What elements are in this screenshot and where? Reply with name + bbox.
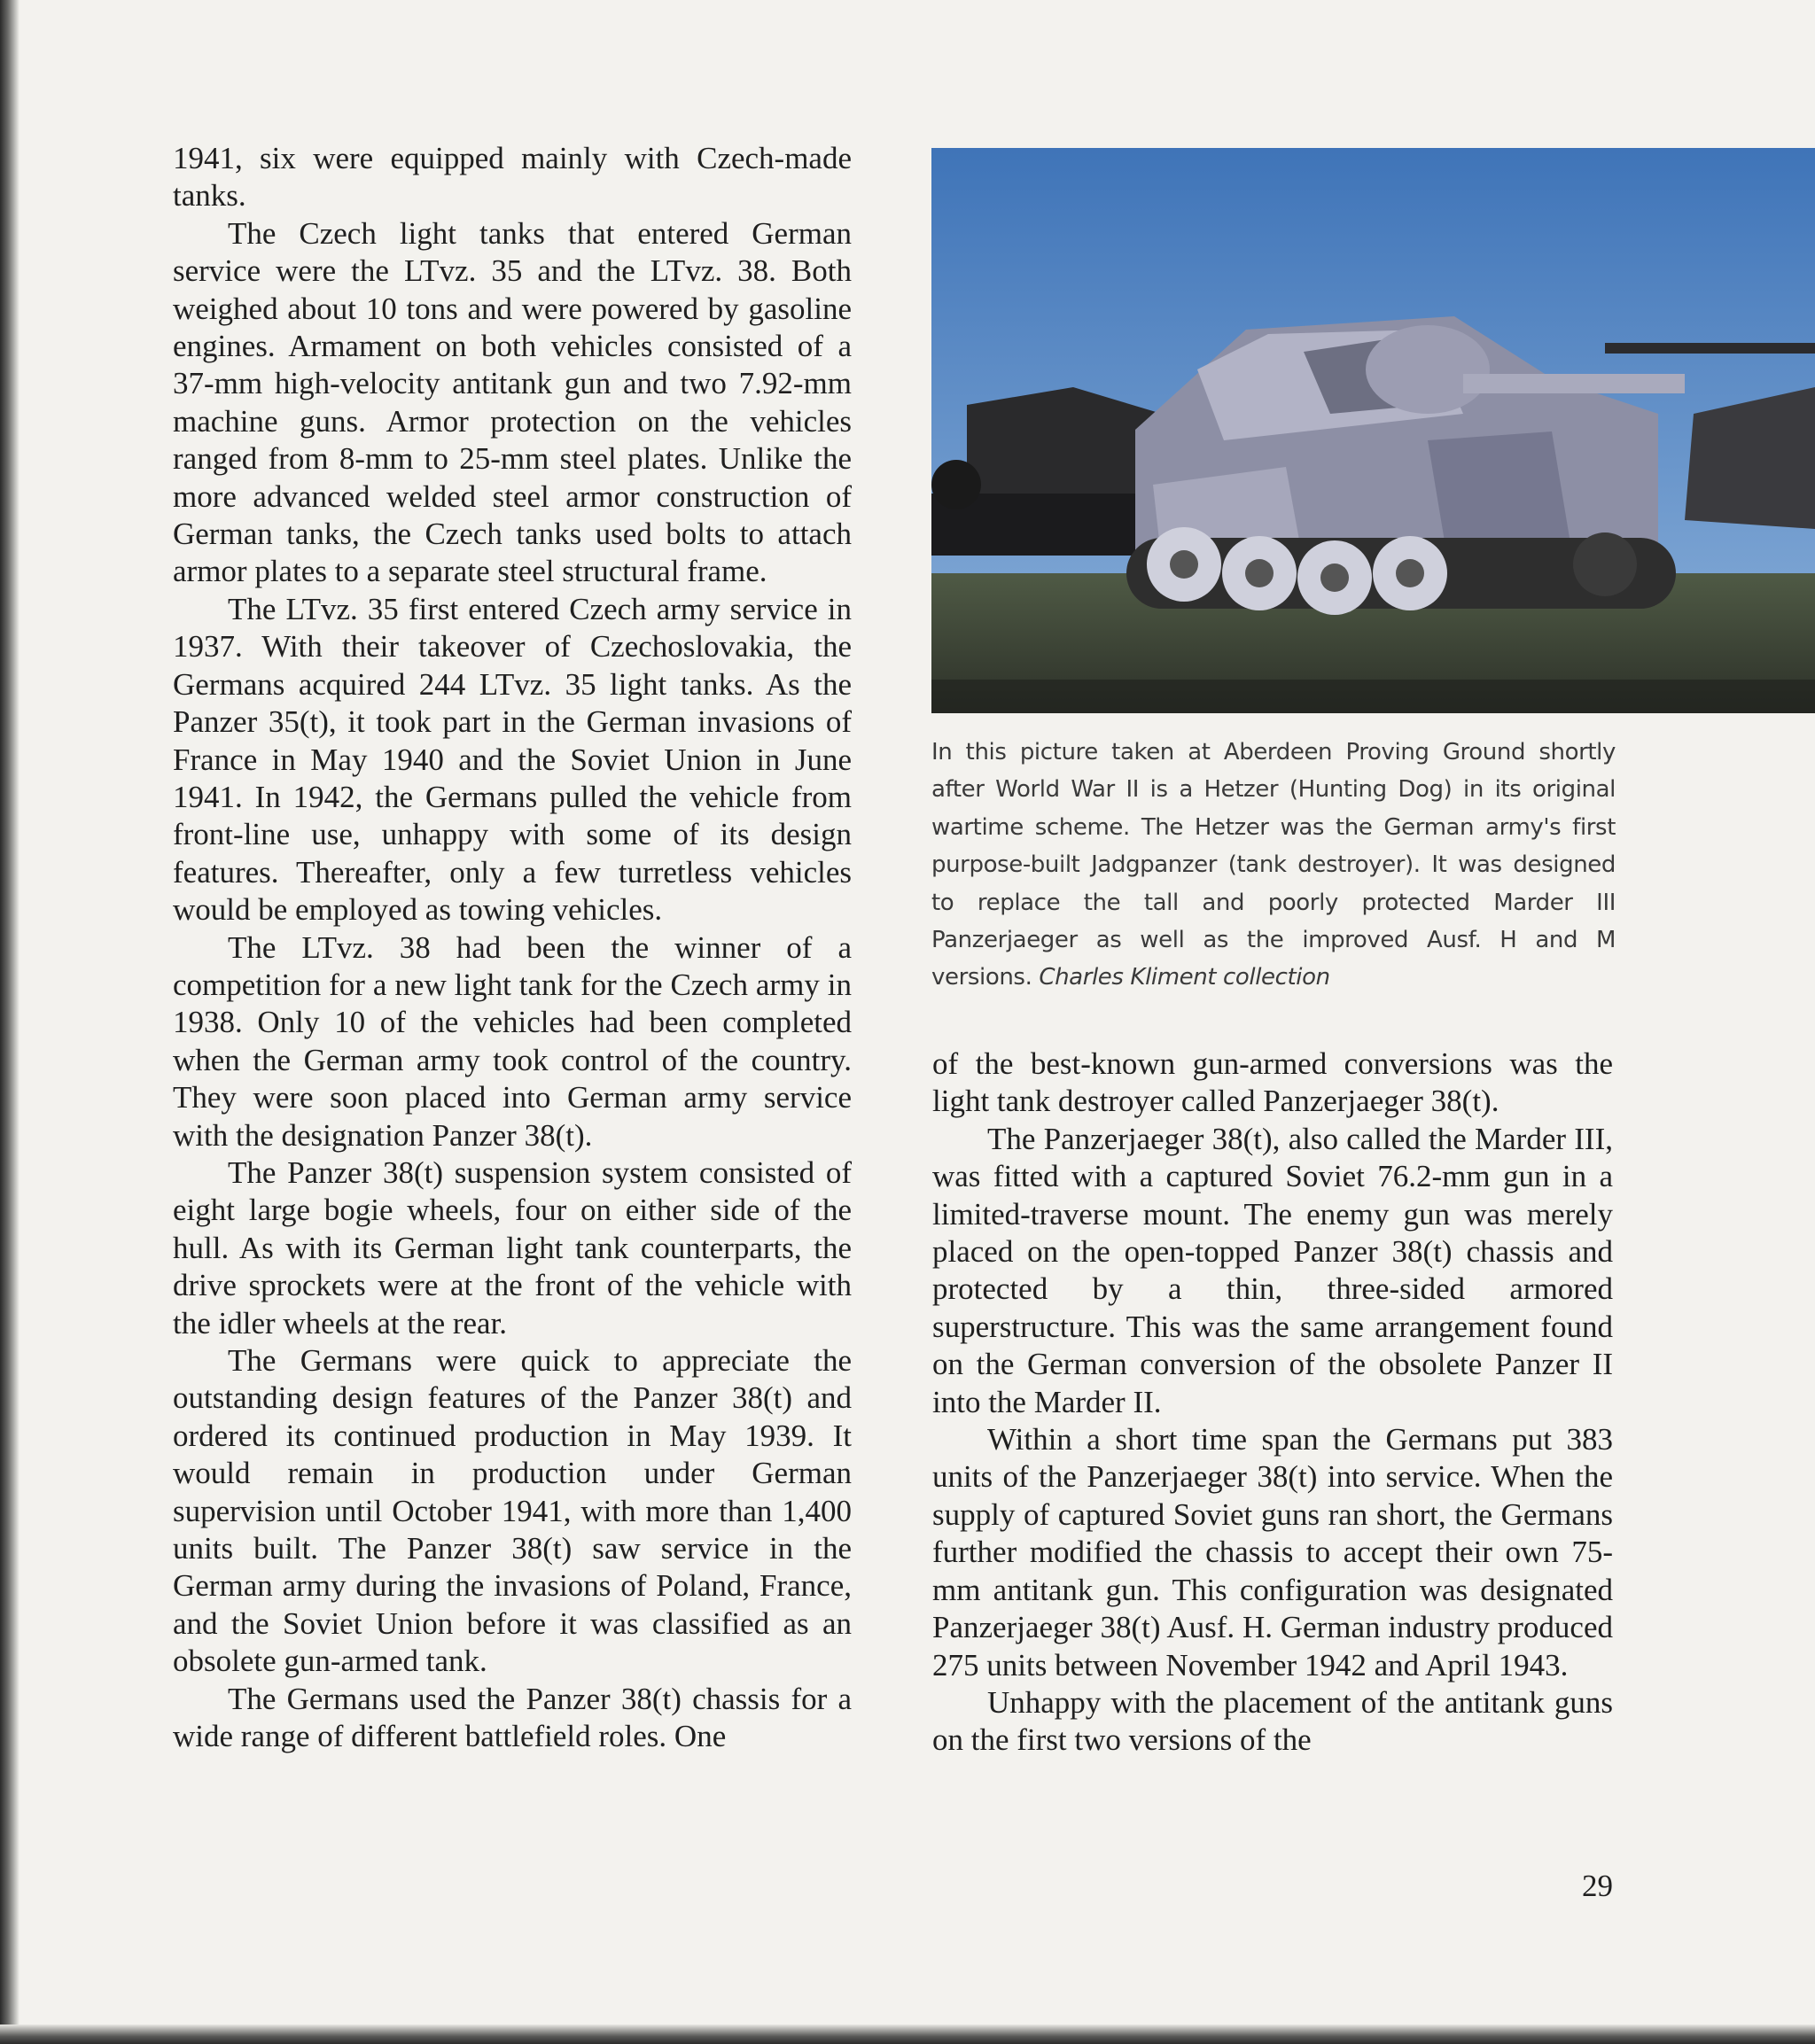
- page-bottom-edge: [0, 2025, 1815, 2044]
- paragraph: of the best-known gun-armed conversions was the light tank destroyer called Panzerjaeger 38(t).: [932, 1046, 1613, 1119]
- caption-text: In this picture taken at Aberdeen Proving Ground shortly after World War II is a Hetzer (Hunting Dog) in its original wartime scheme. The Hetzer was the German army's first purpose-built Jadgpanzer (tank destroyer). It was designed to replace the tall and poorly protected Marder III Panzerjaeger as well as the improved Ausf. H and M versions.: [931, 739, 1616, 991]
- paragraph: The Czech light tanks that entered German service were the LTvz. 35 and the LTvz. 38. Both weighed about 10 tons and were powered by gasoline engines. Armament on both vehicles consisted of a 37-mm high-velocity antitank gun and two 7.92-mm machine guns. Armor protection on the vehicles ranged from 8-mm to 25-mm steel plates. Unlike the more advanced welded steel armor construction of German tanks, the Czech tanks used bolts to attach armor plates to a separate steel structural frame.: [173, 215, 852, 589]
- right-text-column: [932, 1045, 1613, 1760]
- photo-caption: [931, 734, 1616, 997]
- page-number: 29: [1582, 1869, 1613, 1903]
- paragraph: 1941, six were equipped mainly with Czech-made tanks.: [173, 141, 852, 214]
- paragraph: Within a short time span the Germans put 383 units of the Panzerjaeger 38(t) into service. When the supply of captured Soviet guns ran short, the Germans further modified the chassis to accept their own 75-mm antitank gun. This configuration was designated Panzerjaeger 38(t) Ausf. H. German industry produced 275 units between November 1942 and April 1943.: [932, 1422, 1613, 1683]
- photo-credit: Charles Kliment collection: [1039, 964, 1330, 991]
- paragraph: The Panzerjaeger 38(t), also called the Marder III, was fitted with a captured Soviet 76.2-mm gun in a limited-traverse mount. The enemy gun was merely placed on the open-topped Panzer 38(t) chassis and protected by a thin, three-sided armored superstructure. This was the same arrangement found on the German conversion of the obsolete Panzer II into the Marder II.: [932, 1121, 1613, 1419]
- tank-photo: [931, 148, 1815, 713]
- paragraph: The LTvz. 38 had been the winner of a competition for a new light tank for the Czech army in 1938. Only 10 of the vehicles had been completed when the German army took control of the country. They were soon placed into German army service with the designation Panzer 38(t).: [173, 929, 852, 1153]
- page-gutter-shadow: [0, 0, 19, 2044]
- paragraph: The Panzer 38(t) suspension system consisted of eight large bogie wheels, four on either side of the hull. As with its German light tank counterparts, the drive sprockets were at the front of the vehicle with the idler wheels at the rear.: [173, 1154, 852, 1341]
- paragraph: The Germans used the Panzer 38(t) chassis for a wide range of different battlefield roles. One: [173, 1681, 852, 1754]
- paragraph: The Germans were quick to appreciate the outstanding design features of the Panzer 38(t) and ordered its continued production in May 1939. It would remain in production under German supervision until October 1941, with more than 1,400 units built. The Panzer 38(t) saw service in the German army during the invasions of Poland, France, and the Soviet Union before it was classified as an obsolete gun-armed tank.: [173, 1343, 852, 1679]
- paragraph: Unhappy with the placement of the antitank guns on the first two versions of the: [932, 1684, 1613, 1758]
- paragraph: The LTvz. 35 first entered Czech army service in 1937. With their takeover of Czechoslovakia, the Germans acquired 244 LTvz. 35 light tanks. As the Panzer 35(t), it took part in the German invasions of France in May 1940 and the Soviet Union in June 1941. In 1942, the Germans pulled the vehicle from front-line use, unhappy with some of its design features. Thereafter, only a few turretless vehicles would be employed as towing vehicles.: [173, 591, 852, 928]
- left-text-column: [173, 140, 852, 1755]
